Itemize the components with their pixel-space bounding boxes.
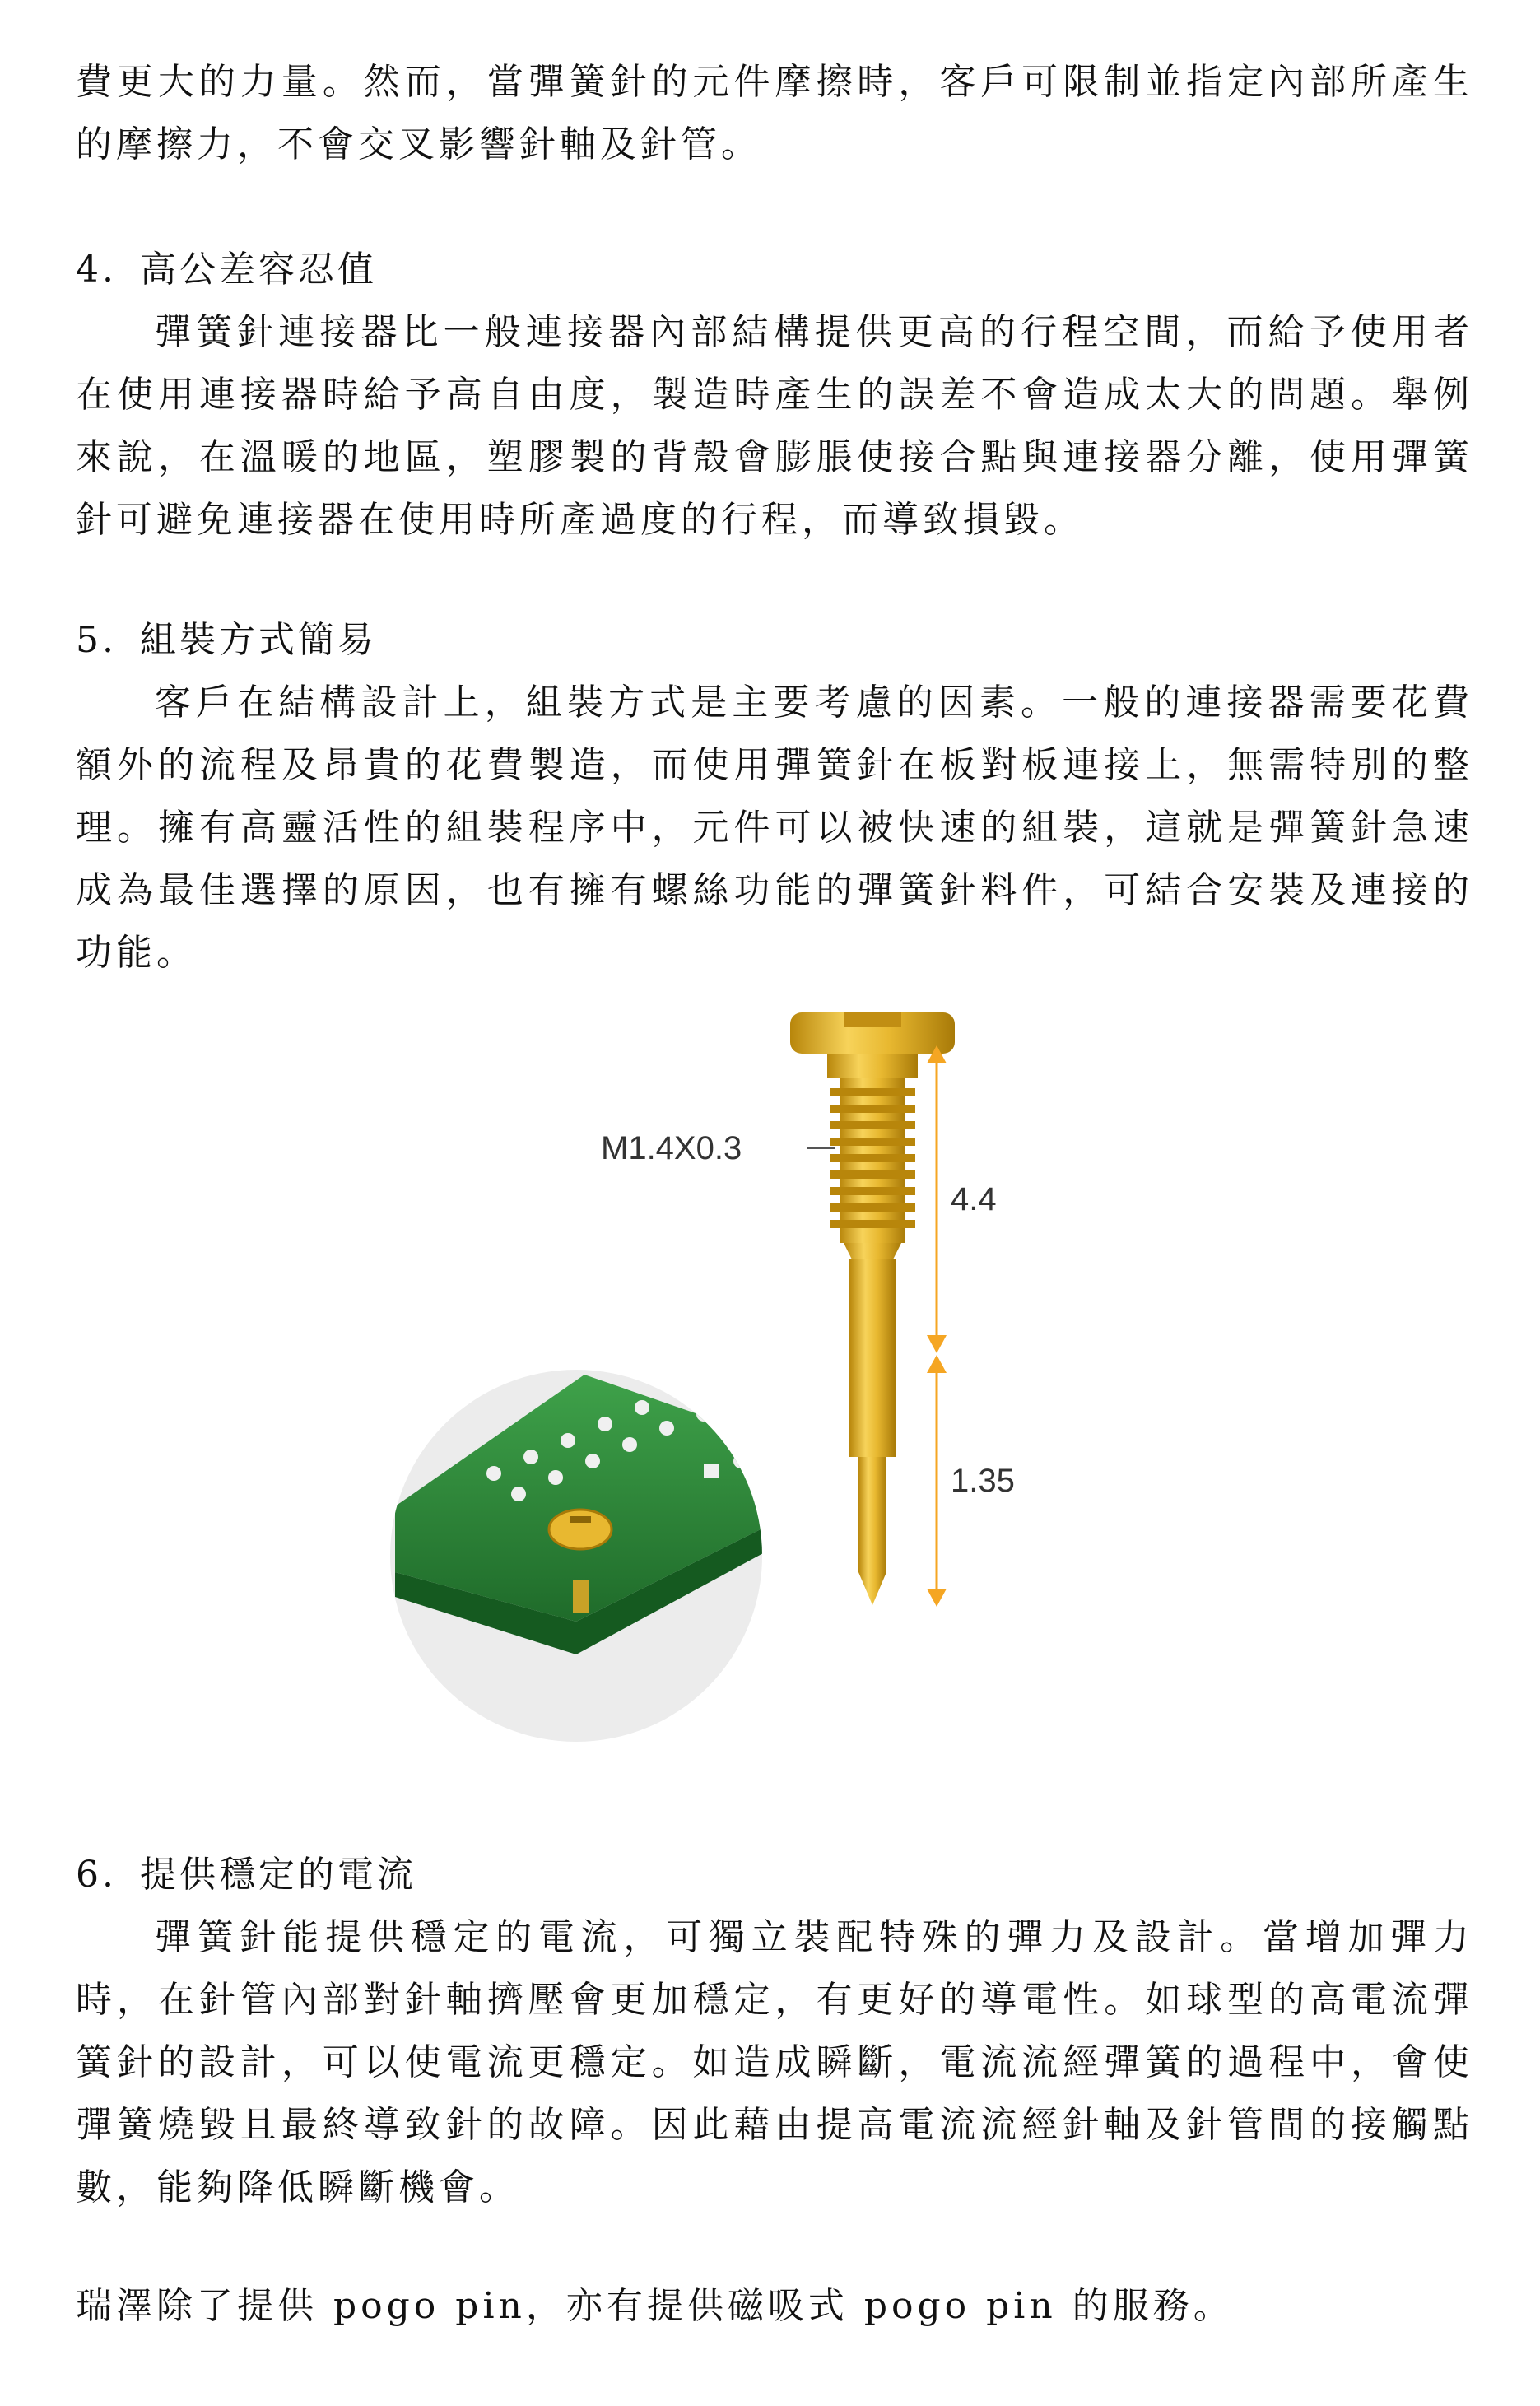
paragraph-top: 費更大的力量。然而，當彈簧針的元件摩擦時，客戶可限制並指定內部所產生的摩擦力，不會交叉影響針軸及針管。 — [76, 61, 1473, 165]
section-4-title: 高公差容忍值 — [139, 249, 377, 291]
dimension-lower-label: 1.35 — [951, 1463, 1015, 1499]
section-6-heading — [76, 1844, 416, 1906]
section-6-number: 6. — [76, 1854, 117, 1896]
pogo-pin-illustration — [790, 1012, 955, 1605]
closing-paragraph: 瑞澤除了提供 pogo pin，亦有提供磁吸式 pogo pin 的服務。 — [76, 2285, 1234, 2327]
thread-spec-label: M1.4X0.3 — [601, 1130, 742, 1166]
dimension-arrows — [927, 1045, 947, 1607]
section-4-body: 彈簧針連接器比一般連接器內部結構提供更高的行程空間，而給予使用者在使用連接器時給予高自由度，製造時產生的誤差不會造成太大的問題。舉例來說，在溫暖的地區，塑膠製的背殼會膨脹使接合點與連接器分離，使用彈簧針可避免連接器在使用時所產過度的行程，而導致損毀。 — [76, 311, 1473, 541]
section-4-heading — [76, 239, 377, 301]
section-5-body: 客戶在結構設計上，組裝方式是主要考慮的因素。一般的連接器需要花費額外的流程及昂貴的花費製造，而使用彈簧針在板對板連接上，無需特別的整理。擁有高靈活性的組裝程序中，元件可以被快速的組裝，這就是彈簧針急速成為最佳選擇的原因，也有擁有螺絲功能的彈簧針料件，可結合安裝及連接的功能。 — [76, 682, 1473, 974]
section-6-title: 提供穩定的電流 — [139, 1854, 416, 1896]
section-5-number: 5. — [76, 619, 117, 661]
section-5-heading — [76, 609, 377, 672]
pogo-pin-figure — [379, 1012, 1202, 1753]
section-5-title: 組裝方式簡易 — [139, 619, 377, 661]
dimension-upper-label: 4.4 — [951, 1181, 997, 1217]
pcb-inset-image — [390, 1370, 774, 1742]
section-6-body: 彈簧針能提供穩定的電流，可獨立裝配特殊的彈力及設計。當增加彈力時，在針管內部對針軸擠壓會更加穩定，有更好的導電性。如球型的高電流彈簧針的設計，可以使電流更穩定。如造成瞬斷，電流流經彈簧的過程中，會使彈簧燒毀且最終導致針的故障。因此藉由提高電流流經針軸及針管間的接觸點數，能夠降低瞬斷機會。 — [76, 1916, 1473, 2208]
section-4-number: 4. — [76, 249, 117, 291]
